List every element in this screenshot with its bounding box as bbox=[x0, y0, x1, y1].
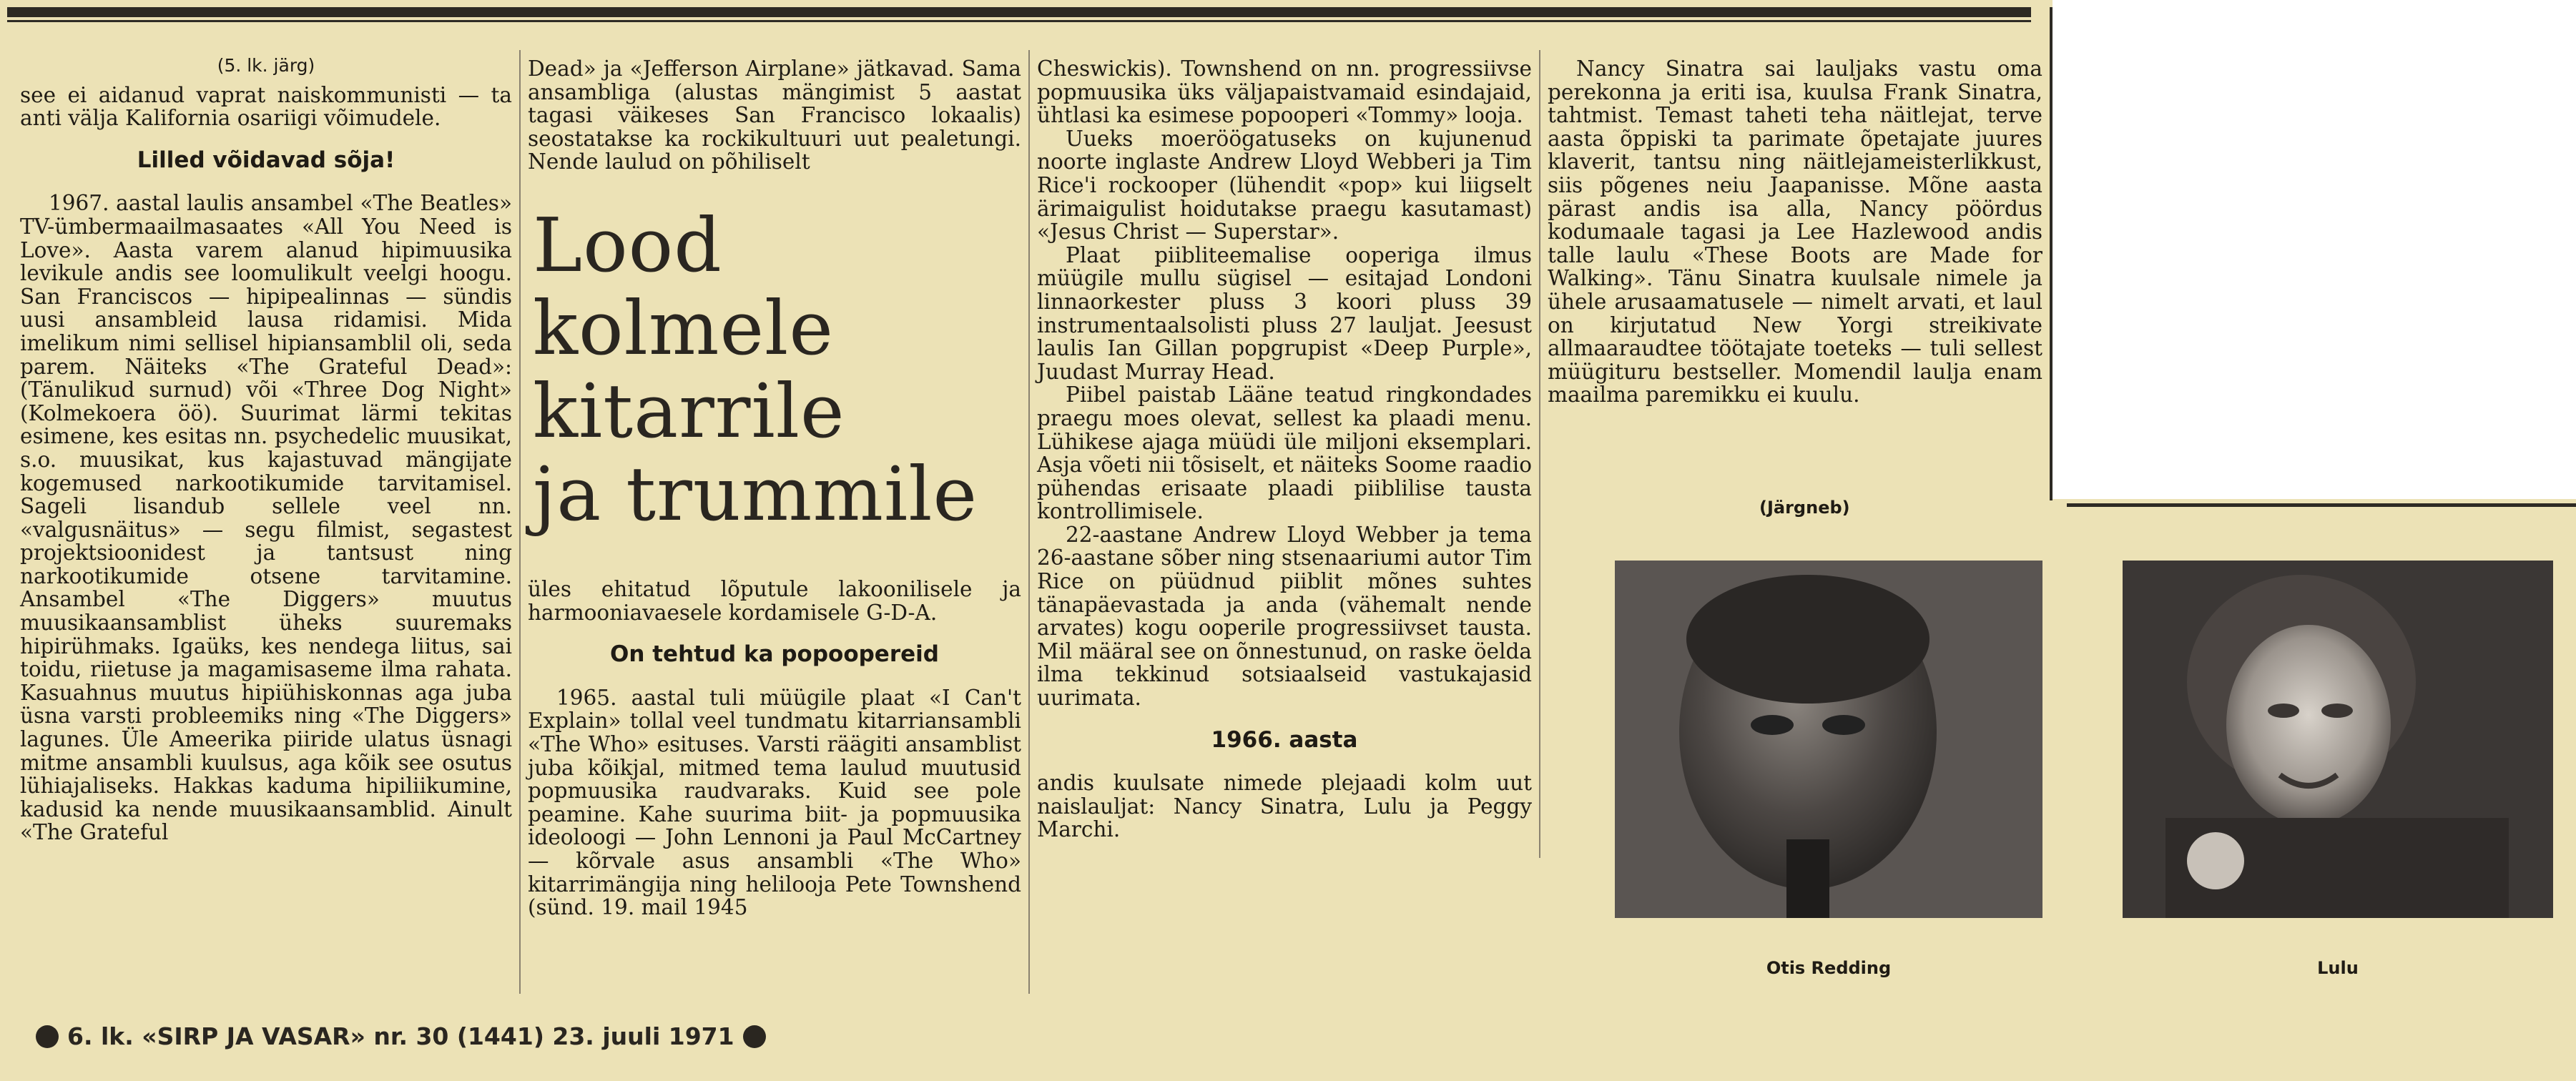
paragraph: üles ehitatud lõputule lakoonilisele ja harmooniavaesele kordamisele G-D-A. bbox=[528, 577, 1021, 625]
paragraph: Nancy Sinatra sai lauljaks vastu oma perekonna ja eriti isa, kuulsa Frank Sinatra, tahtmist. Temast taheti teha näitlejat, terve aasta õppiski ta parimate õpetajate juures klaverit, tantsu ning näitlejameisterlikkust, siis põgenes neiu Jaapanisse. Mõne aasta pärast andis isa alla, Nancy pöördus kodumaale tagasi ja Lee Hazlewood andis talle laulu «These Boots are Made for Walking». Tänu Sinatra kuulsale nimele ja ühele arusaamatusele — nimelt arvati, et laul on kirjutatud New Yorgi streikivate allmaaraudtee töötajate toeteks — tuli sellest müügituru bestseller. Momendil laulja enam maailma paremikku ei kuulu. bbox=[1548, 56, 2042, 408]
column-rule-3 bbox=[1539, 50, 1540, 858]
headline-line: kolmele bbox=[533, 285, 834, 372]
subheading: On tehtud ka popoopereid bbox=[610, 641, 939, 668]
headline-line: ja trummile bbox=[533, 450, 978, 538]
paragraph: see ei aidanud vaprat naiskommunisti — ta anti välja Kalifornia osariigi võimudele. bbox=[20, 82, 512, 131]
bullet-icon bbox=[36, 1025, 59, 1048]
footer-text: 6. lk. «SIRP JA VASAR» nr. 30 (1441) 23. juuli 1971 bbox=[67, 1022, 734, 1050]
paragraph: Plaat piibliteemalise ooperiga ilmus müügile mullu sügisel — esitajad Londoni linnaorkester pluss 3 koori pluss 39 instrumentaalsolisti pluss 27 lauljat. Jeesust laulis Ian Gillan popgrupist «Deep Purple», Juudast Murray Head. bbox=[1037, 242, 1532, 384]
paragraph: 1965. aastal tuli müügile plaat «I Can't Explain» tollal veel tundmatu kitarriansambli «The Who» esituses. Varsti räägiti ansamblist juba kõikjal, mitmed tema laulud muutusid popmuusika raudvaraks. Kuid see pole peamine. Kahe suurima biit- ja popmuusika ideoloogi — John Lennoni ja Paul McCartney — kõrvale asus ansambli «The Who» kitarrimängija ning helilooja Pete Townshend (sünd. 19. mail 1945 bbox=[528, 685, 1021, 920]
continuation-note: (5. lk. järg) bbox=[217, 55, 315, 76]
paragraph: Uueks moeröögatuseks on kujunenud noorte inglaste Andrew Lloyd Webberi ja Tim Rice'i rockooper (lühendit «pop» kui liigselt ärimaigulist hoidutakse praegu kasutamast) «Jesus Christ — Superstar». bbox=[1037, 126, 1532, 245]
photo-lulu bbox=[2123, 561, 2553, 918]
top-rule-thin bbox=[7, 20, 2031, 22]
paragraph: 22-aastane Andrew Lloyd Webber ja tema 26-aastane sõber ning stsenaariumi autor Tim Rice on püüdnud piiblit mõnes suhtes tänapäevastada ja anda (vähemalt nende arvates) kogu ooperile progressiivset tausta. Mil määral see on õnnestunud, on raske öelda ilma tekkinud sotsiaalseid vastukajasid uurimata. bbox=[1037, 522, 1532, 711]
headline-line: Lood bbox=[533, 202, 722, 289]
top-rule bbox=[7, 7, 2031, 17]
article-column-3 bbox=[1037, 57, 1532, 841]
headline bbox=[533, 202, 1033, 538]
paragraph: Dead» ja «Jefferson Airplane» jätkavad. Sama ansambliga (alustas mängimist 5 aastat tagasi väikeses San Francisco lokaalis) seostatakse ka rockikultuuri uut pealetungi. Nende laulud on põhiliselt bbox=[528, 56, 1021, 174]
subheading: 1966. aasta bbox=[1211, 726, 1358, 753]
article-column-4 bbox=[1548, 57, 2042, 407]
article-column-2-bottom bbox=[528, 578, 1021, 919]
photo-section-rule bbox=[2067, 503, 2576, 507]
photo-caption-left: Otis Redding bbox=[1766, 958, 1892, 978]
paragraph: Cheswickis). Townshend on nn. progressiivse popmuusika üks väljapaistvamaid esindajaid, ühtlasi ka esimese popooperi «Tommy» looja. bbox=[1037, 56, 1532, 128]
photo-otis-redding bbox=[1615, 561, 2042, 918]
portrait-woman-image bbox=[2123, 561, 2553, 918]
to-be-continued-note: (Järgneb) bbox=[1759, 498, 1850, 518]
column-rule-right bbox=[2050, 7, 2053, 500]
page-footer bbox=[36, 1022, 766, 1050]
photo-caption-right: Lulu bbox=[2317, 958, 2359, 978]
paragraph: 1967. aastal laulis ansambel «The Beatles» TV-ümbermaailmasaates «All You Need is Love». Aasta varem alanud hipimuusika levikule andis see loomulikult veelgi hoogu. San Franciscos — hipipealinnas — sündis uusi ansambleid lausa ridamisi. Mida imelikum nimi sellisel hipiansamblil oli, seda parem. Näiteks «The Grateful Dead»: (Tänulikud surnud) või «Three Dog Night» (Kolmekoera öö). Suurimat lärmi tekitas esimene, kes esitas nn. psychedelic muusikat, s.o. muusikat, kus kajastuvad mängijate kogemused narkootikumide tarvitamisel. Sageli lisandub sellele veel nn. «valgusnäitus» — segu filmist, segastest projektsioonidest ja tantsust ning narkootikumide otsene tarvitamine. Ansambel «The Diggers» muutus muusikaansamblist üheks suuremaks hipirühmaks. Igaüks, kes nendega liitus, sai toidu, riietuse ja magamisaseme ilma rahata. Kasuahnus muutus hipiühiskonnas aga juba üsna varsti probleemiks ning «The Diggers» lagunes. Üle Ameerika piiride ulatus üsnagi mitme ansambli kuulsus, aga kõik see osutus lühiajaliseks. Hakkas kaduma hipiliikumine, kadusid ka nende muusikaansamblid. Ainult «The Grateful bbox=[20, 191, 512, 845]
portrait-man-image bbox=[1615, 561, 2042, 918]
paragraph: Piibel paistab Lääne teatud ringkondades praegu moes olevat, sellest ka plaadi menu. Lühikese ajaga müüdi üle miljoni eksemplari. Asja võeti nii tõsiselt, et näiteks Soome raadio pühendas erisaate plaadi piiblilise tausta kontrollimisele. bbox=[1037, 382, 1532, 524]
paragraph: andis kuulsate nimede plejaadi kolm uut naislauljat: Nancy Sinatra, Lulu ja Peggy Marchi. bbox=[1037, 771, 1532, 842]
bullet-icon bbox=[743, 1025, 766, 1048]
subheading: Lilled võidavad sõja! bbox=[137, 147, 395, 173]
headline-line: kitarrile bbox=[533, 367, 845, 455]
article-column-2-top bbox=[528, 57, 1021, 174]
column-rule-1 bbox=[519, 50, 521, 994]
clipping-edge bbox=[2053, 0, 2576, 499]
article-column-1 bbox=[20, 54, 512, 844]
